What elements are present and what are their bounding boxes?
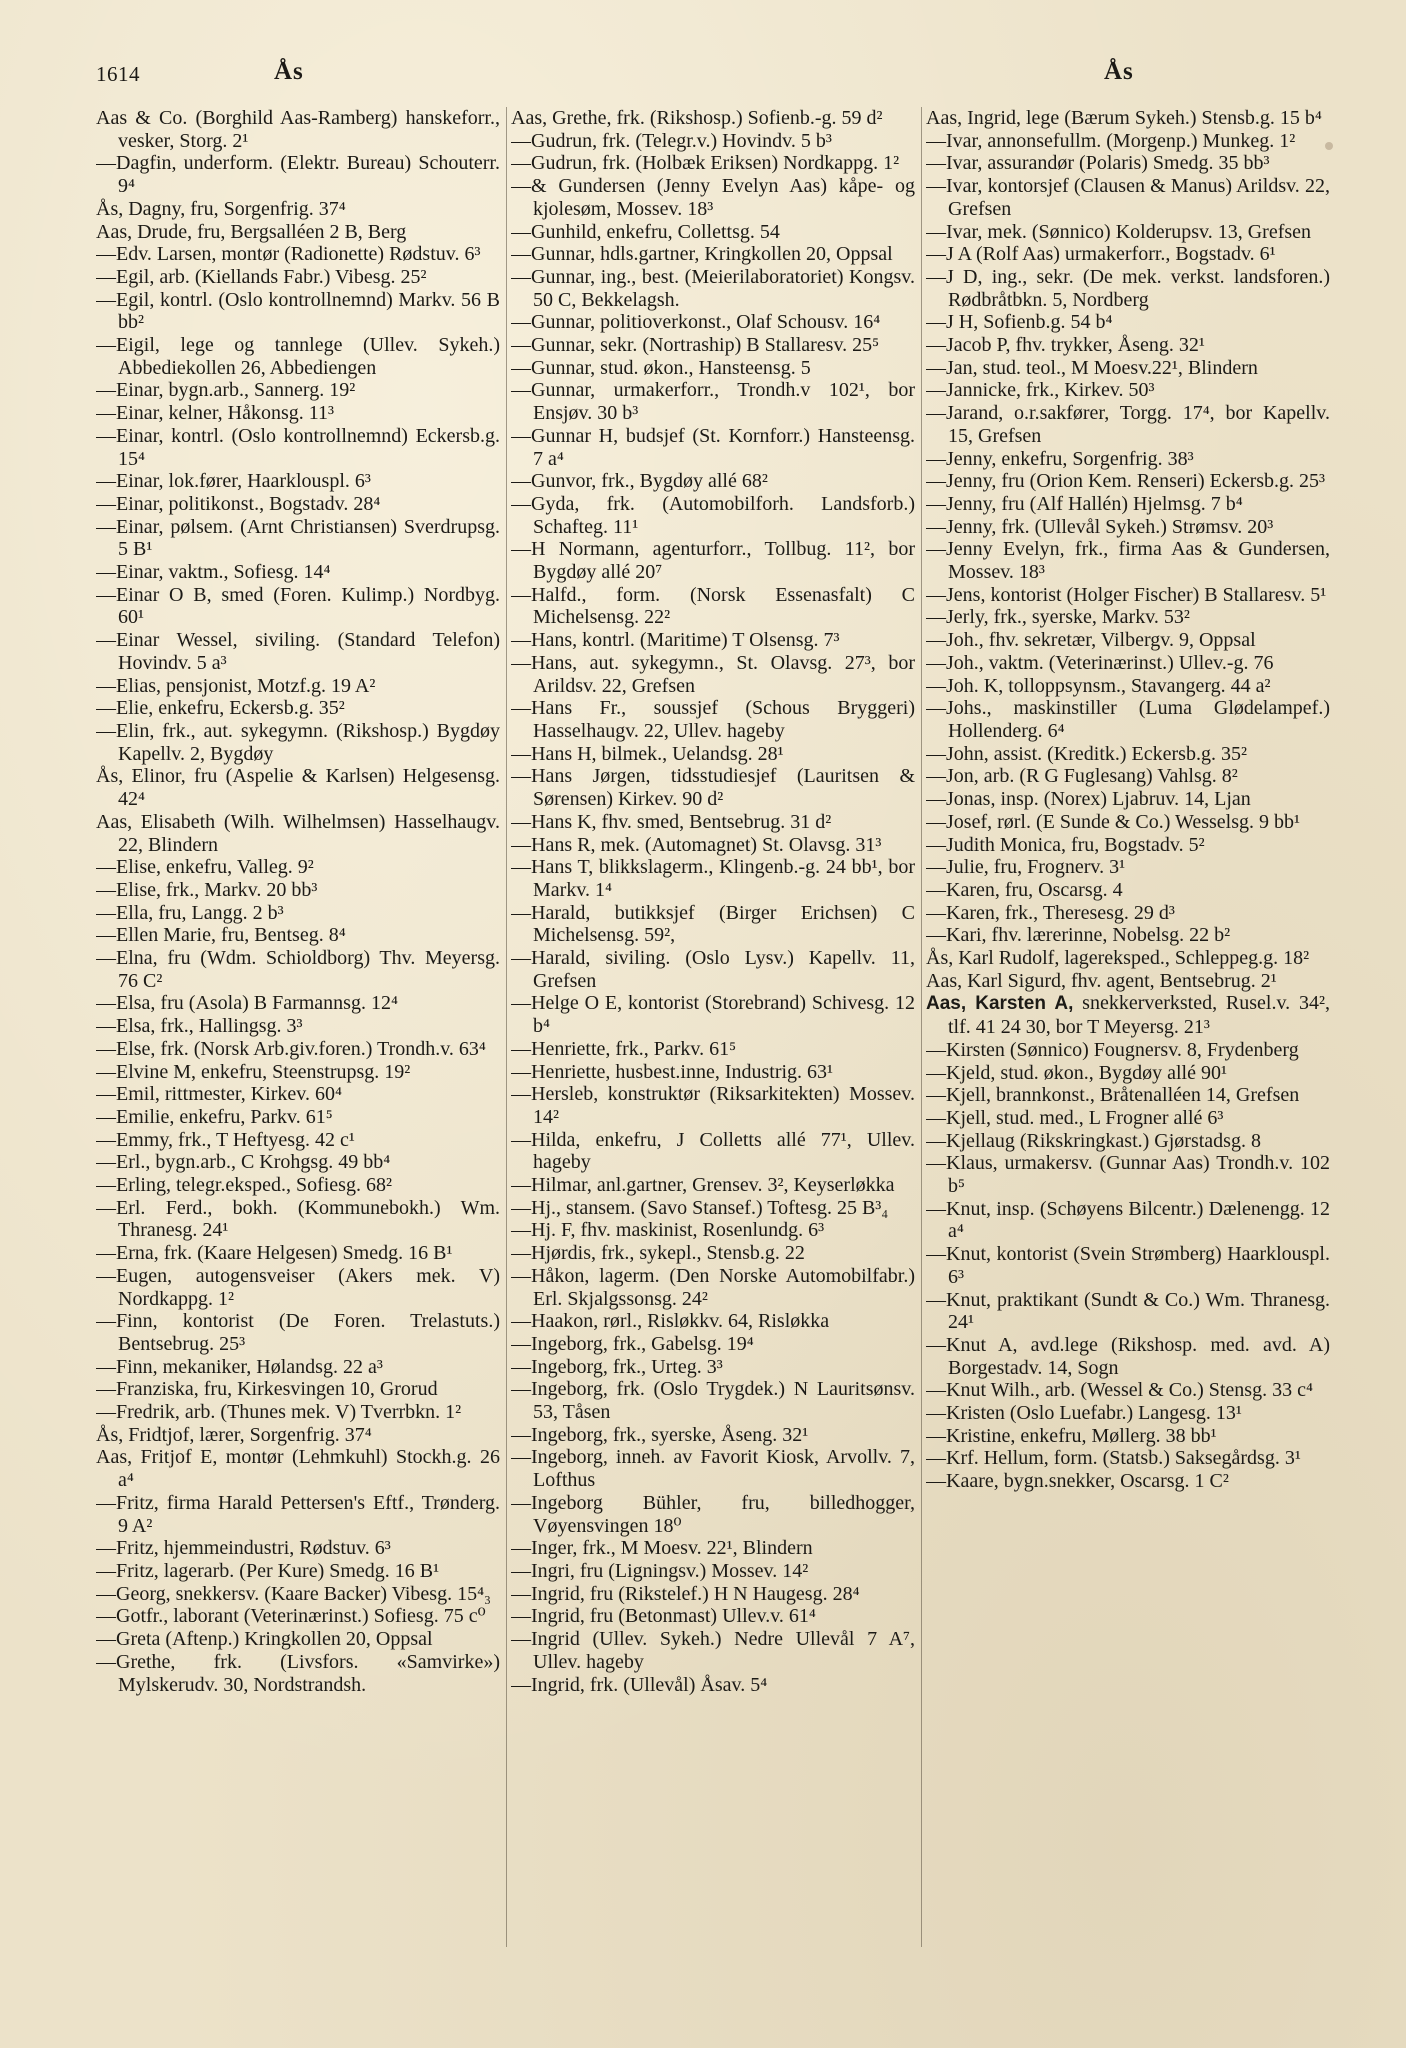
directory-entry: —Gunnar, hdls.gartner, Kringkollen 20, Oppsal	[511, 243, 893, 266]
directory-entry: —Elin, frk., aut. sykegymn. (Rikshosp.) Bygdøy Kapellv. 2, Bygdøy	[96, 719, 500, 765]
directory-entry: —Knut, kontorist (Svein Strømberg) Haarklouspl. 6³	[926, 1243, 1330, 1288]
directory-column-2	[511, 107, 915, 1967]
directory-entry: —John, assist. (Kreditk.) Eckersb.g. 35²	[926, 742, 1247, 765]
entry-bold-name: Aas, Karsten A,	[926, 993, 1074, 1015]
directory-entry: —& Gundersen (Jenny Evelyn Aas) kåpe- og kjolesøm, Mossev. 18³	[511, 175, 915, 220]
directory-entry: —Einar, politikonst., Bogstadv. 28⁴	[96, 492, 381, 515]
directory-entry: —Elise, frk., Markv. 20 bb³	[96, 878, 318, 901]
directory-entry: —Hans H, bilmek., Uelandsg. 28¹	[511, 742, 784, 765]
directory-entry: —Fritz, firma Harald Pettersen's Eftf., Trønderg. 9 A²	[96, 1491, 500, 1537]
directory-entry: —Ingeborg, inneh. av Favorit Kiosk, Arvollv. 7, Lofthus	[511, 1446, 915, 1492]
directory-entry: —Einar, pølsem. (Arnt Christiansen) Sverdrupsg. 5 B¹	[96, 515, 500, 561]
directory-entry: —Jonas, insp. (Norex) Ljabruv. 14, Ljan	[926, 788, 1251, 811]
directory-entry: —Gunvor, frk., Bygdøy allé 68²	[511, 470, 768, 493]
directory-entry: —Erna, frk. (Kaare Helgesen) Smedg. 16 B¹	[96, 1242, 453, 1265]
directory-entry: —Hjørdis, frk., sykepl., Stensb.g. 22	[511, 1242, 805, 1265]
directory-entry: Aas, Elisabeth (Wilh. Wilhelmsen) Hasselhaugv. 22, Blindern	[96, 810, 500, 856]
directory-column-3	[926, 107, 1330, 1967]
directory-entry: —Hersleb, konstruktør (Riksarkitekten) Mossev. 14²	[511, 1083, 915, 1128]
directory-entry: —Hans, kontrl. (Maritime) T Olsensg. 7³	[511, 629, 840, 652]
directory-entry: —Ingeborg, frk., syerske, Åseng. 32¹	[511, 1423, 809, 1446]
directory-entry: —Erl., bygn.arb., C Krohgsg. 49 bb⁴	[96, 1151, 391, 1174]
directory-entry: —Karen, frk., Theresesg. 29 d³	[926, 901, 1175, 924]
directory-entry: —Ingeborg Bühler, fru, billedhogger, Vøyensvingen 18⁰	[511, 1491, 915, 1537]
directory-entry: —Ingrid (Ullev. Sykeh.) Nedre Ullevål 7 A⁷, Ullev. hageby	[511, 1628, 915, 1673]
directory-entry: —Kjell, stud. med., L Frogner allé 6³	[926, 1106, 1224, 1129]
directory-entry: —Grethe, frk. (Livsfors. «Samvirke») Mylskerudv. 30, Nordstrandsh.	[96, 1650, 500, 1696]
running-head-right: Ås	[1104, 58, 1134, 85]
directory-entry: —H Normann, agenturforr., Tollbug. 11², bor Bygdøy allé 20⁷	[511, 538, 915, 584]
directory-entry: —Jarand, o.r.sakfører, Torgg. 17⁴, bor Kapellv. 15, Grefsen	[926, 402, 1330, 447]
directory-entry: —Eugen, autogensveiser (Akers mek. V) Nordkappg. 1²	[96, 1264, 500, 1310]
directory-entry: —Einar, lok.fører, Haarklouspl. 6³	[96, 470, 371, 493]
directory-entry: —Einar, vaktm., Sofiesg. 14⁴	[96, 561, 331, 584]
directory-entry: —Einar, kelner, Håkonsg. 11³	[96, 402, 335, 425]
directory-entry: Aas, Fritjof E, montør (Lehmkuhl) Stockh.g. 26 a⁴	[96, 1446, 500, 1492]
directory-entry: —Elvine M, enkefru, Steenstrupsg. 19²	[96, 1060, 411, 1083]
directory-entry: —Kjeld, stud. økon., Bygdøy allé 90¹	[926, 1061, 1227, 1084]
directory-entry: —Egil, arb. (Kiellands Fabr.) Vibesg. 25²	[96, 265, 427, 288]
directory-entry: —Ivar, kontorsjef (Clausen & Manus) Arildsv. 22, Grefsen	[926, 175, 1330, 220]
directory-entry: —Emil, rittmester, Kirkev. 60⁴	[96, 1083, 342, 1106]
directory-entry: —Gudrun, frk. (Telegr.v.) Hovindv. 5 b³	[511, 129, 832, 152]
directory-entry: —Fritz, hjemmeindustri, Rødstuv. 6³	[96, 1537, 391, 1560]
directory-entry: Aas & Co. (Borghild Aas-Ramberg) hanskeforr., vesker, Storg. 2¹	[96, 107, 500, 152]
directory-entry: —Hj., stansem. (Savo Stansef.) Toftesg. 25 B³₄	[511, 1196, 889, 1219]
directory-entry: Ås, Dagny, fru, Sorgenfrig. 37⁴	[96, 197, 346, 220]
directory-entry: —Ingeborg, frk., Urteg. 3³	[511, 1355, 723, 1378]
directory-entry: —Knut Wilh., arb. (Wessel & Co.) Stensg. 33 c⁴	[926, 1379, 1313, 1402]
directory-entry: Aas, Drude, fru, Bergsalléen 2 B, Berg	[96, 220, 407, 243]
directory-entry: Aas, Ingrid, lege (Bærum Sykeh.) Stensb.g. 15 b⁴	[926, 107, 1322, 129]
directory-entry: —Karen, fru, Oscarsg. 4	[926, 878, 1123, 901]
directory-entry: —Hj. F, fhv. maskinist, Rosenlundg. 6³	[511, 1219, 825, 1242]
directory-entry: —Helge O E, kontorist (Storebrand) Schivesg. 12 b⁴	[511, 992, 915, 1038]
directory-columns	[96, 107, 1338, 1967]
directory-entry: —Einar, bygn.arb., Sannerg. 19²	[96, 379, 356, 402]
directory-entry: —Gunnar, politioverkonst., Olaf Schousv. 16⁴	[511, 311, 881, 334]
directory-entry: —Elsa, fru (Asola) B Farmannsg. 12⁴	[96, 992, 398, 1015]
directory-entry: —Kjell, brannkonst., Bråtenalléen 14, Grefsen	[926, 1084, 1300, 1107]
directory-entry: —Kaare, bygn.snekker, Oscarsg. 1 C²	[926, 1470, 1229, 1493]
directory-entry: —Josef, rørl. (E Sunde & Co.) Wesselsg. 9 bb¹	[926, 810, 1300, 833]
directory-entry: Aas, Grethe, frk. (Rikshosp.) Sofienb.-g. 59 d²	[511, 107, 883, 129]
directory-entry: —Finn, kontorist (De Foren. Trelastuts.) Bentsebrug. 25³	[96, 1310, 500, 1355]
entry-details: snekkerverksted, Rusel.v. 34², tlf. 41 24 30, bor T Meyersg. 21³	[948, 992, 1330, 1039]
directory-entry: —Johs., maskinstiller (Luma Glødelampef.) Hollenderg. 6⁴	[926, 697, 1330, 742]
directory-entry: —Einar, kontrl. (Oslo kontrollnemnd) Eckersb.g. 15⁴	[96, 424, 500, 470]
directory-entry: —Elias, pensjonist, Motzf.g. 19 A²	[96, 674, 376, 697]
directory-entry: Ås, Elinor, fru (Aspelie & Karlsen) Helgesensg. 42⁴	[96, 765, 500, 811]
directory-entry: —Gunnar, stud. økon., Hansteensg. 5	[511, 356, 811, 379]
directory-entry: —Jannicke, frk., Kirkev. 50³	[926, 379, 1155, 402]
directory-entry: —Eigil, lege og tannlege (Ullev. Sykeh.) Abbediekollen 26, Abbediengen	[96, 334, 500, 379]
directory-entry: —Else, frk. (Norsk Arb.giv.foren.) Trondh.v. 63⁴	[96, 1037, 486, 1060]
directory-entry: —Einar O B, smed (Foren. Kulimp.) Nordbyg. 60¹	[96, 583, 500, 629]
directory-entry: —Georg, snekkersv. (Kaare Backer) Vibesg. 15⁴₃	[96, 1582, 492, 1605]
directory-entry: —Ingrid, frk. (Ullevål) Åsav. 5⁴	[511, 1673, 768, 1696]
directory-entry: —Egil, kontrl. (Oslo kontrollnemnd) Markv. 56 B bb²	[96, 288, 500, 334]
directory-entry: —Hans Jørgen, tidsstudiesjef (Lauritsen & Sørensen) Kirkev. 90 d²	[511, 765, 915, 811]
directory-entry: —Gunnar, sekr. (Nortraship) B Stallaresv. 25⁵	[511, 334, 880, 357]
directory-entry: —Hans Fr., soussjef (Schous Bryggeri) Hasselhaugv. 22, Ullev. hageby	[511, 697, 915, 742]
directory-entry: —Elise, enkefru, Valleg. 9²	[96, 856, 314, 879]
directory-entry: —Fredrik, arb. (Thunes mek. V) Tverrbkn. 1²	[96, 1401, 462, 1424]
directory-entry: Ås, Fridtjof, lærer, Sorgenfrig. 37⁴	[96, 1423, 372, 1446]
directory-entry: —Jacob P, fhv. trykker, Åseng. 32¹	[926, 334, 1205, 357]
directory-entry: —Dagfin, underform. (Elektr. Bureau) Schouterr. 9⁴	[96, 152, 500, 198]
directory-entry: —Kristine, enkefru, Møllerg. 38 bb¹	[926, 1424, 1217, 1447]
directory-entry: —Finn, mekaniker, Hølandsg. 22 a³	[96, 1355, 383, 1378]
running-head-left: Ås	[274, 58, 304, 85]
directory-entry: Ås, Karl Rudolf, lagereksped., Schleppeg.g. 18²	[926, 947, 1310, 970]
directory-entry: —Jenny, fru (Orion Kem. Renseri) Eckersb.g. 25³	[926, 470, 1326, 493]
directory-entry: —Emmy, frk., T Heftyesg. 42 c¹	[96, 1128, 355, 1151]
directory-entry: —Julie, fru, Frognerv. 3¹	[926, 856, 1126, 879]
directory-entry: —Jens, kontorist (Holger Fischer) B Stallaresv. 5¹	[926, 583, 1327, 606]
directory-entry: —Ingeborg, frk., Gabelsg. 19⁴	[511, 1332, 754, 1355]
directory-entry: —Ingrid, fru (Betonmast) Ullev.v. 61⁴	[511, 1605, 816, 1628]
directory-entry: —Haakon, rørl., Risløkkv. 64, Risløkka	[511, 1310, 830, 1333]
directory-entry: —Klaus, urmakersv. (Gunnar Aas) Trondh.v. 102 b⁵	[926, 1152, 1330, 1198]
directory-entry: —Hans T, blikkslagerm., Klingenb.-g. 24 bb¹, bor Markv. 1⁴	[511, 856, 915, 901]
directory-entry: —Henriette, frk., Parkv. 61⁵	[511, 1037, 737, 1060]
directory-entry: —Henriette, husbest.inne, Industrig. 63¹	[511, 1060, 834, 1083]
directory-entry: —Gudrun, frk. (Holbæk Eriksen) Nordkappg. 1²	[511, 152, 900, 175]
directory-entry: —Jerly, frk., syerske, Markv. 53²	[926, 606, 1190, 629]
directory-entry: —Knut, insp. (Schøyens Bilcentr.) Dælenengg. 12 a⁴	[926, 1197, 1330, 1243]
directory-entry: —Jenny, enkefru, Sorgenfrig. 38³	[926, 447, 1194, 470]
directory-entry: —Elna, fru (Wdm. Schioldborg) Thv. Meyersg. 76 C²	[96, 947, 500, 992]
directory-entry: —Ingrid, fru (Rikstelef.) H N Haugesg. 28⁴	[511, 1582, 860, 1605]
directory-entry: —Joh., fhv. sekretær, Vilbergv. 9, Oppsal	[926, 629, 1256, 652]
directory-entry: —Hans, aut. sykegymn., St. Olavsg. 27³, bor Arildsv. 22, Grefsen	[511, 651, 915, 697]
directory-entry: —Hilda, enkefru, J Colletts allé 77¹, Ullev. hageby	[511, 1128, 915, 1174]
directory-entry: —Jenny Evelyn, frk., firma Aas & Gundersen, Mossev. 18³	[926, 538, 1330, 584]
page-header	[96, 58, 1340, 98]
directory-entry	[926, 992, 1330, 1038]
directory-entry: —Ivar, annonsefullm. (Morgenp.) Munkeg. 1²	[926, 129, 1296, 152]
directory-entry: —Ingeborg, frk. (Oslo Trygdek.) N Lauritsønsv. 53, Tåsen	[511, 1378, 915, 1424]
directory-entry: —Einar Wessel, siviling. (Standard Telefon) Hovindv. 5 a³	[96, 629, 500, 674]
directory-entry: —Jenny, fru (Alf Hallén) Hjelmsg. 7 b⁴	[926, 492, 1243, 515]
directory-entry: —Gunnar H, budsjef (St. Kornforr.) Hansteensg. 7 a⁴	[511, 424, 915, 470]
directory-entry: —Gotfr., laborant (Veterinærinst.) Sofiesg. 75 c⁰	[96, 1605, 486, 1628]
directory-entry: —Erl. Ferd., bokh. (Kommunebokh.) Wm. Thranesg. 24¹	[96, 1196, 500, 1242]
directory-entry: —Gyda, frk. (Automobilforh. Landsforb.) Schafteg. 11¹	[511, 492, 915, 538]
directory-entry: —Jan, stud. teol., M Moesv.22¹, Blindern	[926, 356, 1258, 379]
directory-entry: —Ivar, assurandør (Polaris) Smedg. 35 bb³	[926, 152, 1270, 175]
directory-entry: —Ingri, fru (Ligningsv.) Mossev. 14²	[511, 1560, 809, 1582]
directory-entry: —Gunnar, urmakerforr., Trondh.v 102¹, bor Ensjøv. 30 b³	[511, 379, 915, 425]
directory-entry: —Elsa, frk., Hallingsg. 3³	[96, 1015, 303, 1038]
directory-entry: —J D, ing., sekr. (De mek. verkst. landsforen.) Rødbråtbkn. 5, Nordberg	[926, 265, 1330, 311]
directory-entry: —Erling, telegr.eksped., Sofiesg. 68²	[96, 1174, 392, 1197]
directory-entry: —Ella, fru, Langg. 2 b³	[96, 901, 284, 924]
directory-entry: —Knut, praktikant (Sundt & Co.) Wm. Thranesg. 24¹	[926, 1288, 1330, 1334]
directory-entry: —Knut A, avd.lege (Rikshosp. med. avd. A) Borgestadv. 14, Sogn	[926, 1333, 1330, 1379]
directory-entry: —Hans K, fhv. smed, Bentsebrug. 31 d²	[511, 810, 832, 833]
directory-entry: —Edv. Larsen, montør (Radionette) Rødstuv. 6³	[96, 243, 481, 266]
page-number: 1614	[96, 62, 140, 86]
directory-entry: —Harald, butikksjef (Birger Erichsen) C Michelsensg. 59²,	[511, 901, 915, 947]
directory-entry: —Gunhild, enkefru, Collettsg. 54	[511, 220, 780, 243]
directory-entry: —Gunnar, ing., best. (Meierilaboratoriet) Kongsv. 50 C, Bekkelagsh.	[511, 265, 915, 311]
directory-entry: —Elie, enkefru, Eckersb.g. 35²	[96, 697, 345, 720]
directory-entry: —Fritz, lagerarb. (Per Kure) Smedg. 16 B¹	[96, 1560, 440, 1582]
directory-entry: —Joh., vaktm. (Veterinærinst.) Ullev.-g. 76	[926, 651, 1274, 674]
directory-entry: Aas, Karl Sigurd, fhv. agent, Bentsebrug. 2¹	[926, 969, 1277, 992]
directory-entry: —Hilmar, anl.gartner, Grensev. 3², Keyserløkka	[511, 1174, 895, 1197]
directory-entry: —Harald, siviling. (Oslo Lysv.) Kapellv. 11, Grefsen	[511, 947, 915, 992]
directory-entry: —Joh. K, tolloppsynsm., Stavangerg. 44 a²	[926, 674, 1271, 697]
directory-entry: —Kari, fhv. lærerinne, Nobelsg. 22 b²	[926, 924, 1231, 947]
directory-entry: —Kristen (Oslo Luefabr.) Langesg. 13¹	[926, 1402, 1242, 1425]
directory-column-1	[96, 107, 500, 1967]
directory-entry: —Inger, frk., M Moesv. 22¹, Blindern	[511, 1537, 813, 1560]
directory-entry: —Judith Monica, fru, Bogstadv. 5²	[926, 833, 1205, 856]
directory-entry: —Hans R, mek. (Automagnet) St. Olavsg. 31³	[511, 833, 882, 856]
directory-entry: —Halfd., form. (Norsk Essenasfalt) C Michelsensg. 22²	[511, 583, 915, 629]
directory-entry: —J H, Sofienb.g. 54 b⁴	[926, 311, 1113, 334]
directory-entry: —J A (Rolf Aas) urmakerforr., Bogstadv. 6¹	[926, 243, 1276, 266]
directory-entry: —Håkon, lagerm. (Den Norske Automobilfabr.) Erl. Skjalgssonsg. 24²	[511, 1264, 915, 1310]
directory-entry: —Ivar, mek. (Sønnico) Kolderupsv. 13, Grefsen	[926, 220, 1312, 243]
directory-entry: —Kirsten (Sønnico) Fougnersv. 8, Frydenberg	[926, 1038, 1299, 1061]
directory-entry: —Franziska, fru, Kirkesvingen 10, Grorud	[96, 1378, 438, 1401]
directory-entry: —Kjellaug (Rikskringkast.) Gjørstadsg. 8	[926, 1129, 1261, 1152]
directory-entry: —Ellen Marie, fru, Bentseg. 8⁴	[96, 924, 346, 947]
directory-entry: —Jon, arb. (R G Fuglesang) Vahlsg. 8²	[926, 765, 1238, 788]
directory-entry: —Krf. Hellum, form. (Statsb.) Saksegårdsg. 3¹	[926, 1447, 1301, 1470]
directory-entry: —Jenny, frk. (Ullevål Sykeh.) Strømsv. 20³	[926, 515, 1274, 538]
directory-entry: —Greta (Aftenp.) Kringkollen 20, Oppsal	[96, 1628, 433, 1651]
directory-entry: —Emilie, enkefru, Parkv. 61⁵	[96, 1105, 333, 1128]
